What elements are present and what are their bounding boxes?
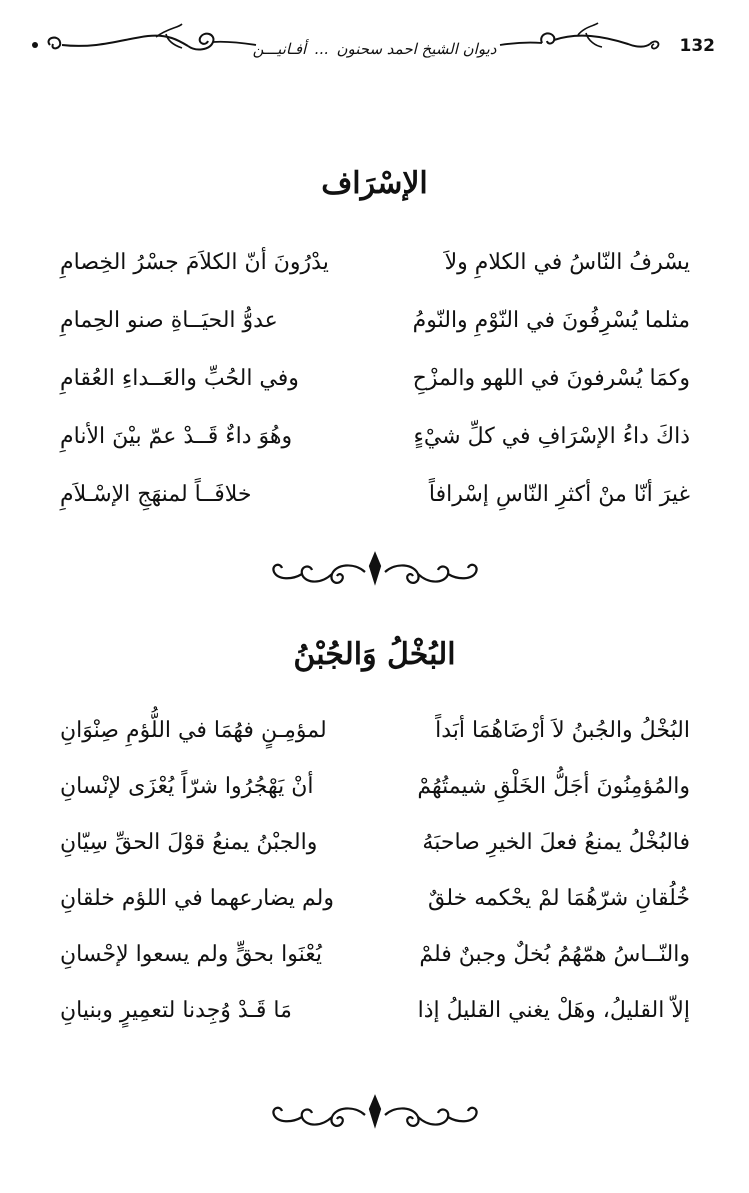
poem-title: البُخْلُ وَالجُبْنُ — [293, 637, 456, 672]
verse-line — [60, 482, 690, 540]
poem-title: الإسْرَاف — [321, 166, 428, 201]
verse-first-hemistich: غيرَ أنّا منْ أكثرِ النّاسِ إسْرافاً — [428, 482, 690, 507]
verse-line — [60, 942, 690, 998]
verse-first-hemistich: خُلُقانِ شرّهُمَا لمْ يحْكمه خلقٌ — [427, 886, 690, 911]
fleuron-divider-icon — [264, 550, 486, 590]
verse-line — [60, 366, 690, 424]
fleuron-divider-icon — [264, 1093, 486, 1133]
verse-first-hemistich: وكمَا يُسْرفونَ في اللهو والمزْحِ — [412, 366, 690, 391]
verse-first-hemistich: إلاّ القليلُ، وهَلْ يغني القليلُ إذا — [417, 998, 690, 1023]
page-number: 132 — [679, 36, 715, 56]
book-title: ديوان الشيخ احمد سحنون — [336, 40, 497, 58]
verse-line — [60, 886, 690, 942]
page-header — [28, 22, 721, 82]
verse-second-hemistich: لمؤمِـنٍ فهُمَا في اللُّؤمِ صِنْوَانِ — [60, 718, 327, 743]
verse-second-hemistich: أنْ يَهْجُرُوا شرّاً يُعْزَى لإنْسانِ — [60, 774, 314, 799]
verse-line — [60, 308, 690, 366]
verse-first-hemistich: يسْرفُ النّاسُ في الكلامِ ولاَ — [444, 250, 690, 275]
verse-second-hemistich: يُعْنَوا بحقٍّ ولم يسعوا لإحْسانِ — [60, 942, 322, 967]
verse-line — [60, 718, 690, 774]
verse-first-hemistich: مثلما يُسْرِفُونَ في النّوْمِ والنّومُ — [412, 308, 690, 333]
verse-line — [60, 998, 690, 1054]
verse-second-hemistich: مَا قَـدْ وُجِدنا لتعمِيرٍ وبنيانِ — [60, 998, 292, 1023]
verse-first-hemistich: ذاكَ داءُ الإسْرَافِ في كلِّ شيْءٍ — [413, 424, 690, 449]
verse-line — [60, 774, 690, 830]
verse-second-hemistich: عدوُّ الحيَــاةِ صنو الحِمامِ — [60, 308, 278, 333]
verse-line — [60, 424, 690, 482]
verse-first-hemistich: والنّــاسُ همّهُمُ بُخلٌ وجبنٌ فلمْ — [419, 942, 690, 967]
verse-line — [60, 250, 690, 308]
poem-verses — [60, 250, 690, 540]
running-title — [28, 40, 721, 58]
title-separator: ... — [314, 40, 329, 58]
verse-first-hemistich: فالبُخْلُ يمنعُ فعلَ الخيرِ صاحبَهُ — [422, 830, 690, 855]
verse-second-hemistich: ولم يضارعهما في اللؤم خلقانِ — [60, 886, 334, 911]
verse-second-hemistich: والجبْنُ يمنعُ قوْلَ الحقِّ سِيّانِ — [60, 830, 318, 855]
collection-name: أفـانيـــن — [252, 40, 307, 58]
verse-second-hemistich: وفي الحُبِّ والعَــداءِ العُقامِ — [60, 366, 299, 391]
verse-first-hemistich: البُخْلُ والجُبنُ لاَ أرْضَاهُمَا أبَداً — [435, 718, 690, 743]
verse-first-hemistich: والمُؤمِنُونَ أجَلُّ الخَلْقِ شيمتُهُمْ — [417, 774, 690, 799]
poem-verses — [60, 718, 690, 1054]
verse-second-hemistich: خلافَــاً لمنهَجِ الإسْـلاَمِ — [60, 482, 252, 507]
verse-second-hemistich: يدْرُونَ أنّ الكلاَمَ جسْرُ الخِصامِ — [60, 250, 329, 275]
verse-line — [60, 830, 690, 886]
verse-second-hemistich: وهُوَ داءٌ قَــدْ عمّ بيْنَ الأنامِ — [60, 424, 293, 449]
